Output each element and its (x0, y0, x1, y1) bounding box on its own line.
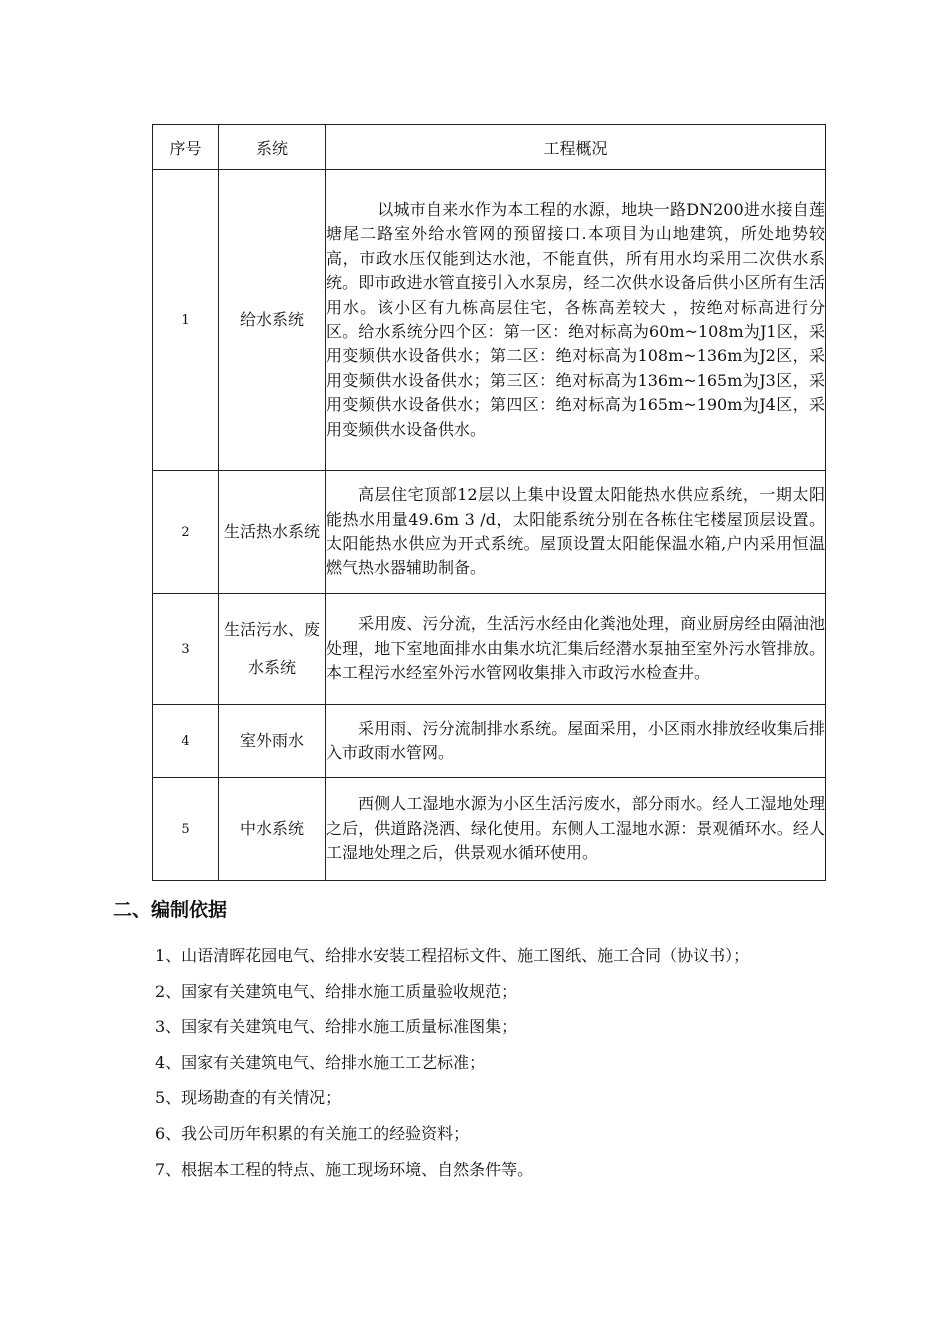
header-system: 系统 (219, 125, 326, 170)
row-description: 高层住宅顶部12层以上集中设置太阳能热水供应系统，一期太阳能热水用量49.6m 3 /d，太阳能系统分别在各栋住宅楼屋顶层设置。太阳能热水供应为开式系统。屋顶设置太阳能保温水箱,户内采用恒温燃气热水器辅助制备。 (326, 471, 826, 594)
table-row (153, 594, 826, 705)
list-item: 3、国家有关建筑电气、给排水施工质量标准图集； (155, 1017, 518, 1037)
list-item: 5、现场勘查的有关情况； (155, 1088, 342, 1108)
list-item: 2、国家有关建筑电气、给排水施工质量验收规范； (155, 981, 518, 1001)
table-row (153, 705, 826, 778)
project-overview-table (152, 124, 826, 881)
basis-list (155, 944, 749, 1193)
header-no: 序号 (153, 125, 219, 170)
row-description: 西侧人工湿地水源为小区生活污废水，部分雨水。经人工湿地处理之后，供道路浇洒、绿化使用。东侧人工湿地水源：景观循环水。经人工湿地处理之后，供景观水循环使用。 (326, 778, 826, 881)
row-system: 生活热水系统 (219, 471, 326, 594)
row-system: 生活污水、废水系统 (219, 594, 326, 705)
row-system: 室外雨水 (219, 705, 326, 778)
table-header-row (153, 125, 826, 170)
row-description: 采用废、污分流，生活污水经由化粪池处理，商业厨房经由隔油池处理，地下室地面排水由集水坑汇集后经潜水泵抽至室外污水管排放。本工程污水经室外污水管网收集排入市政污水检查井。 (326, 594, 826, 705)
table-row (153, 778, 826, 881)
row-number: 3 (153, 594, 219, 705)
list-item: 4、国家有关建筑电气、给排水施工工艺标准； (155, 1052, 486, 1072)
table-row (153, 471, 826, 594)
section-heading: 二、编制依据 (113, 899, 228, 921)
row-system: 给水系统 (219, 170, 326, 471)
list-item: 7、根据本工程的特点、施工现场环境、自然条件等。 (155, 1159, 534, 1179)
row-number: 1 (153, 170, 219, 471)
row-number: 2 (153, 471, 219, 594)
header-overview: 工程概况 (326, 125, 826, 170)
row-description: 以城市自来水作为本工程的水源，地块一路DN200进水接自莲塘尾二路室外给水管网的预留接口.本项目为山地建筑，所处地势较高，市政水压仅能到达水池，不能直供，所有用水均采用二次供水系统。即市政进水管直接引入水泵房，经二次供水设备后供小区所有生活用水。该小区有九栋高层住宅，各栋高差较大 ，按绝对标高进行分区。给水系统分四个区：第一区：绝对标高为60m~108m为J1区，采用变频供水设备供水；第二区：绝对标高为108m~136m为J2区，采用变频供水设备供水；第三区：绝对标高为136m~165m为J3区，采用变频供水设备供水；第四区：绝对标高为165m~190m为J4区，采用变频供水设备供水。 (326, 170, 826, 471)
row-number: 5 (153, 778, 219, 881)
row-system: 中水系统 (219, 778, 326, 881)
list-item: 6、我公司历年积累的有关施工的经验资料； (155, 1123, 470, 1143)
row-number: 4 (153, 705, 219, 778)
list-item: 1、山语清晖花园电气、给排水安装工程招标文件、施工图纸、施工合同（协议书）； (155, 946, 750, 965)
table-row (153, 170, 826, 471)
row-description: 采用雨、污分流制排水系统。屋面采用，小区雨水排放经收集后排入市政雨水管网。 (326, 705, 826, 778)
